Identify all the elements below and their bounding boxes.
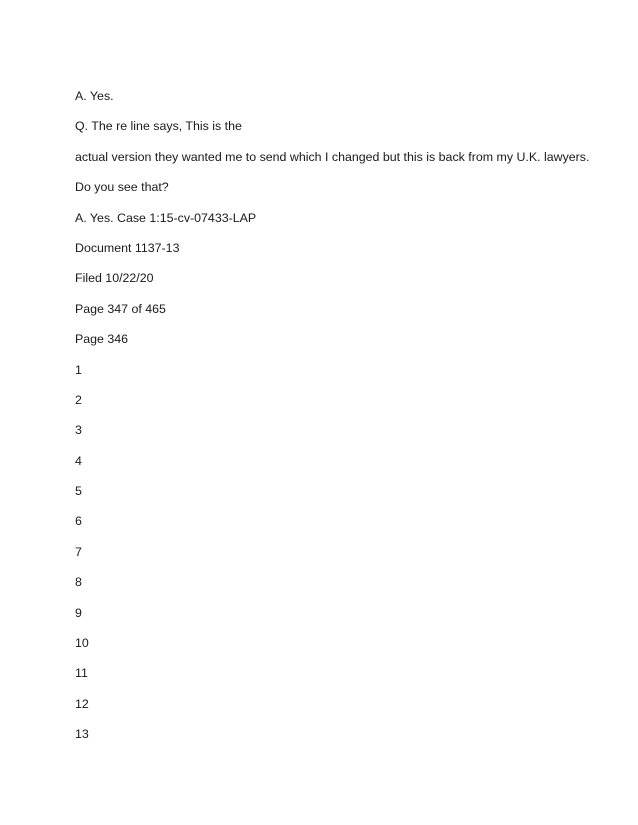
line-number: 10 bbox=[75, 636, 89, 651]
text-line: Document 1137-13 bbox=[75, 240, 180, 255]
line-number: 7 bbox=[75, 544, 82, 559]
line-number: 13 bbox=[75, 727, 89, 742]
text-line: A. Yes. Case 1:15-cv-07433-LAP bbox=[75, 210, 257, 225]
line-number: 2 bbox=[75, 392, 82, 407]
text-line: Do you see that? bbox=[75, 180, 169, 195]
line-number: 6 bbox=[75, 514, 82, 529]
line-number: 11 bbox=[75, 666, 88, 681]
line-number: 8 bbox=[75, 575, 82, 590]
text-line: Page 346 bbox=[75, 332, 129, 347]
line-number: 1 bbox=[75, 362, 82, 377]
text-line: Page 347 of 465 bbox=[75, 301, 166, 316]
line-number: 12 bbox=[75, 696, 89, 711]
text-line: Q. The re line says, This is the bbox=[75, 119, 242, 134]
line-number: 4 bbox=[75, 453, 82, 468]
line-number: 5 bbox=[75, 484, 82, 499]
text-line: Filed 10/22/20 bbox=[75, 271, 154, 286]
transcript-lines bbox=[75, 88, 589, 757]
line-number: 9 bbox=[75, 605, 82, 620]
text-line: actual version they wanted me to send which I changed but this is back from my U.K. lawyers. bbox=[75, 149, 590, 164]
line-number: 3 bbox=[75, 423, 82, 438]
text-line: A. Yes. bbox=[75, 89, 114, 103]
